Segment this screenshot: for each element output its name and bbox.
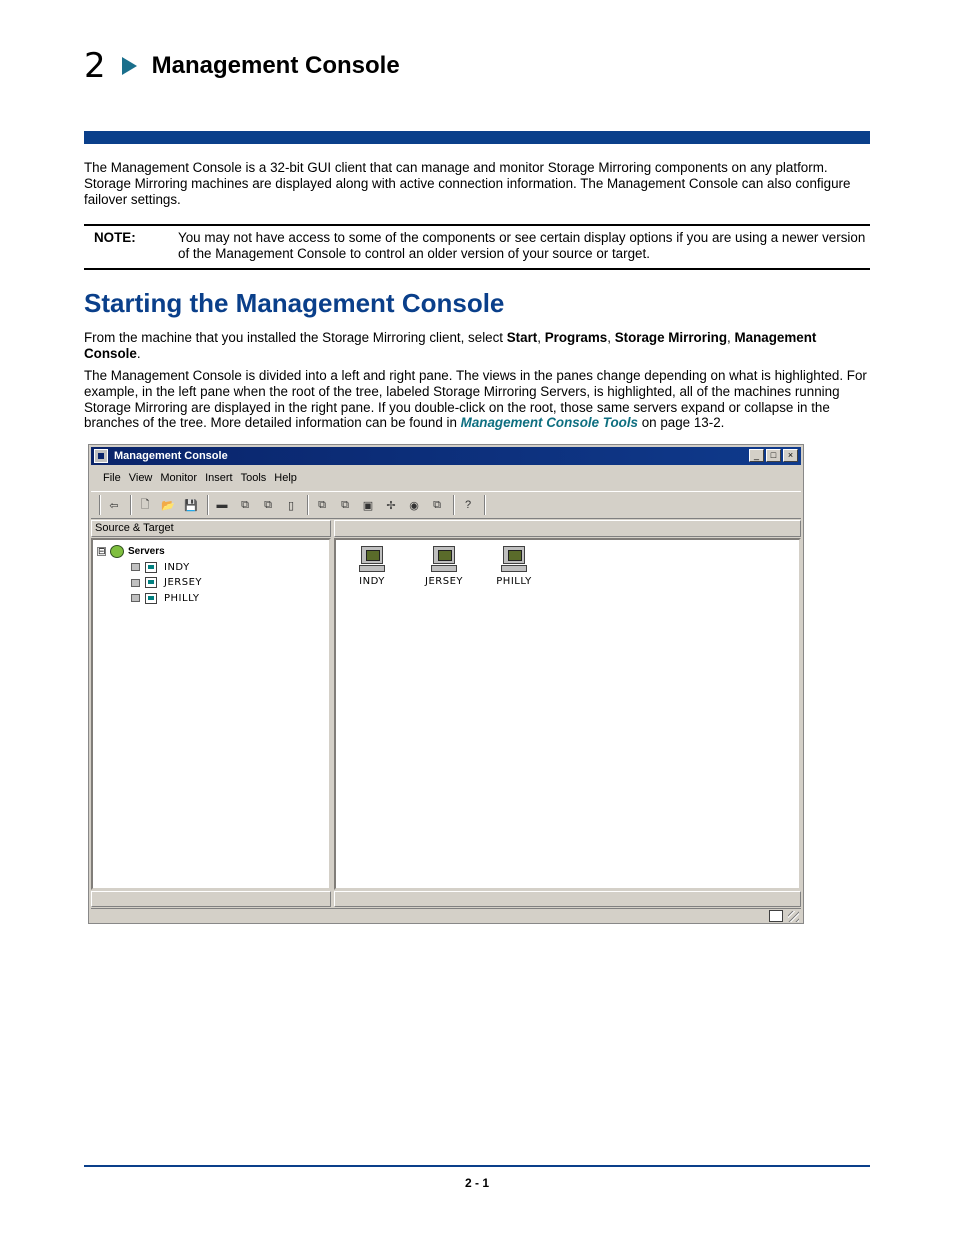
- separator: ,: [607, 330, 615, 345]
- status-bar: [91, 908, 801, 923]
- server-icon: [145, 577, 157, 588]
- exit-icon[interactable]: ⇦: [109, 499, 119, 512]
- maximize-button[interactable]: □: [766, 449, 781, 462]
- server-tile-label: JERSEY: [425, 576, 463, 587]
- chapter-arrow-icon: [122, 57, 137, 75]
- left-pane-footer: [91, 891, 331, 907]
- open-icon[interactable]: 📂: [161, 499, 175, 512]
- minimize-button[interactable]: _: [749, 449, 764, 462]
- network-status-icon: [769, 910, 783, 922]
- start-prefix: From the machine that you installed the Storage Mirroring client, select: [84, 330, 507, 345]
- tree-item-label[interactable]: JERSEY: [164, 577, 202, 589]
- menu-help[interactable]: Help: [274, 472, 297, 484]
- separator: ,: [537, 330, 545, 345]
- window-titlebar[interactable]: [91, 447, 801, 465]
- separator: ,: [727, 330, 735, 345]
- section-title: Starting the Management Console: [84, 288, 505, 318]
- footer-rule: [84, 1165, 870, 1167]
- page-number: 2 - 1: [464, 1176, 489, 1190]
- server-computer-icon: [431, 546, 457, 572]
- toolbar-separator: [99, 495, 101, 515]
- copy-icon[interactable]: ⧉: [318, 498, 326, 511]
- chapter-title: Management Console: [151, 52, 400, 79]
- menu-tools[interactable]: Tools: [240, 472, 267, 484]
- tree-item-philly[interactable]: [97, 591, 202, 607]
- server-tile-jersey[interactable]: [414, 546, 474, 587]
- lock-icon: [131, 579, 140, 587]
- toolbar-separator: [207, 495, 209, 515]
- menu-path-storage-mirroring: Storage Mirroring: [614, 330, 728, 345]
- menu-bar: [91, 467, 801, 489]
- collapse-icon[interactable]: ⊟: [98, 546, 106, 557]
- tree-item-label[interactable]: PHILLY: [164, 592, 200, 604]
- app-icon[interactable]: [94, 449, 108, 463]
- tree-item-indy[interactable]: [97, 560, 202, 576]
- management-console-window: [88, 444, 804, 924]
- panes-paragraph: [84, 368, 870, 431]
- server-tile-label: INDY: [359, 576, 385, 587]
- properties-icon[interactable]: ▯: [287, 499, 295, 512]
- start-instructions-paragraph: [84, 330, 870, 362]
- connection-icon[interactable]: ▬: [216, 499, 228, 511]
- statistics-icon[interactable]: ◉: [409, 499, 419, 512]
- source-icon[interactable]: ⧉: [241, 498, 249, 511]
- right-pane-footer: [334, 891, 801, 907]
- server-tile-indy[interactable]: [342, 546, 402, 587]
- toolbar-separator: [484, 495, 486, 515]
- new-icon[interactable]: 🗋: [140, 498, 150, 511]
- menu-path-programs: Programs: [544, 330, 608, 345]
- server-computer-icon: [359, 546, 385, 572]
- panes-suffix: on page 13-2.: [638, 415, 725, 431]
- note-box: [84, 224, 870, 270]
- resize-grip-icon[interactable]: [788, 911, 799, 922]
- window-title: Management Console: [114, 450, 228, 462]
- tree-item-label[interactable]: INDY: [164, 561, 190, 573]
- window-controls: [749, 449, 798, 462]
- close-button[interactable]: ×: [783, 449, 798, 462]
- right-pane-servers[interactable]: [334, 538, 801, 890]
- chapter-number: 2: [84, 46, 106, 86]
- tree-root-label[interactable]: Servers: [128, 546, 165, 558]
- server-computer-icon: [501, 546, 527, 572]
- lock-icon: [131, 563, 140, 571]
- menu-file[interactable]: File: [103, 472, 121, 484]
- sentence-end: .: [136, 345, 141, 361]
- server-tree: [97, 544, 202, 606]
- panes-text: The Management Console is divided into a left and right pane. The views in the panes change depending on what is highlighted. For example, in the left pane when the root of the tree, labeled Storage Mirroring Servers, is highlighted, all of the machines running Storage Mirroring are displayed in the right pane. If you double-click on the root, those same servers expand or collapse in the branches of the tree. More detailed information can be found in: [84, 368, 867, 431]
- toolbar-separator: [453, 495, 455, 515]
- menu-insert[interactable]: Insert: [205, 472, 233, 484]
- paste-icon[interactable]: ⧉: [341, 498, 349, 511]
- failover-icon[interactable]: ✢: [386, 499, 396, 512]
- server-tile-label: PHILLY: [496, 576, 532, 587]
- server-tile-philly[interactable]: [484, 546, 544, 587]
- toolbar: [91, 491, 801, 519]
- chapter-divider-bar: [84, 131, 870, 144]
- left-pane-tree[interactable]: [91, 538, 331, 890]
- save-icon[interactable]: 💾: [184, 499, 198, 512]
- toolbar-separator: [130, 495, 132, 515]
- left-pane-header[interactable]: Source & Target: [91, 520, 331, 537]
- server-icon: [145, 562, 157, 573]
- server-icon: [145, 593, 157, 604]
- menu-monitor[interactable]: Monitor: [160, 472, 198, 484]
- note-label: NOTE:: [94, 230, 136, 245]
- menu-view[interactable]: View: [128, 472, 153, 484]
- network-globe-icon: [110, 545, 124, 558]
- help-icon[interactable]: ?: [464, 499, 472, 511]
- menu-path-management-console: Management Console: [84, 330, 817, 361]
- management-console-tools-link[interactable]: Management Console Tools: [460, 415, 638, 431]
- monitor-icon[interactable]: ▣: [362, 499, 374, 512]
- tree-root-row[interactable]: [97, 544, 202, 560]
- chapter-heading: [84, 44, 400, 88]
- note-text: You may not have access to some of the components or see certain display options if you are using a newer version of the Management Console to control an older version of your source or target.: [178, 230, 866, 261]
- target-icon[interactable]: ⧉: [264, 498, 272, 511]
- right-pane-header[interactable]: [334, 520, 801, 537]
- restore-icon[interactable]: ⧉: [433, 498, 441, 511]
- tree-item-jersey[interactable]: [97, 575, 202, 591]
- menu-path-start: Start: [506, 330, 538, 345]
- toolbar-separator: [307, 495, 309, 515]
- lock-icon: [131, 594, 140, 602]
- intro-paragraph: The Management Console is a 32-bit GUI client that can manage and monitor Storage Mirroring components on any platform. Storage Mirroring machines are displayed along with active connection information. The Management Console can also configure failover settings.: [84, 160, 851, 207]
